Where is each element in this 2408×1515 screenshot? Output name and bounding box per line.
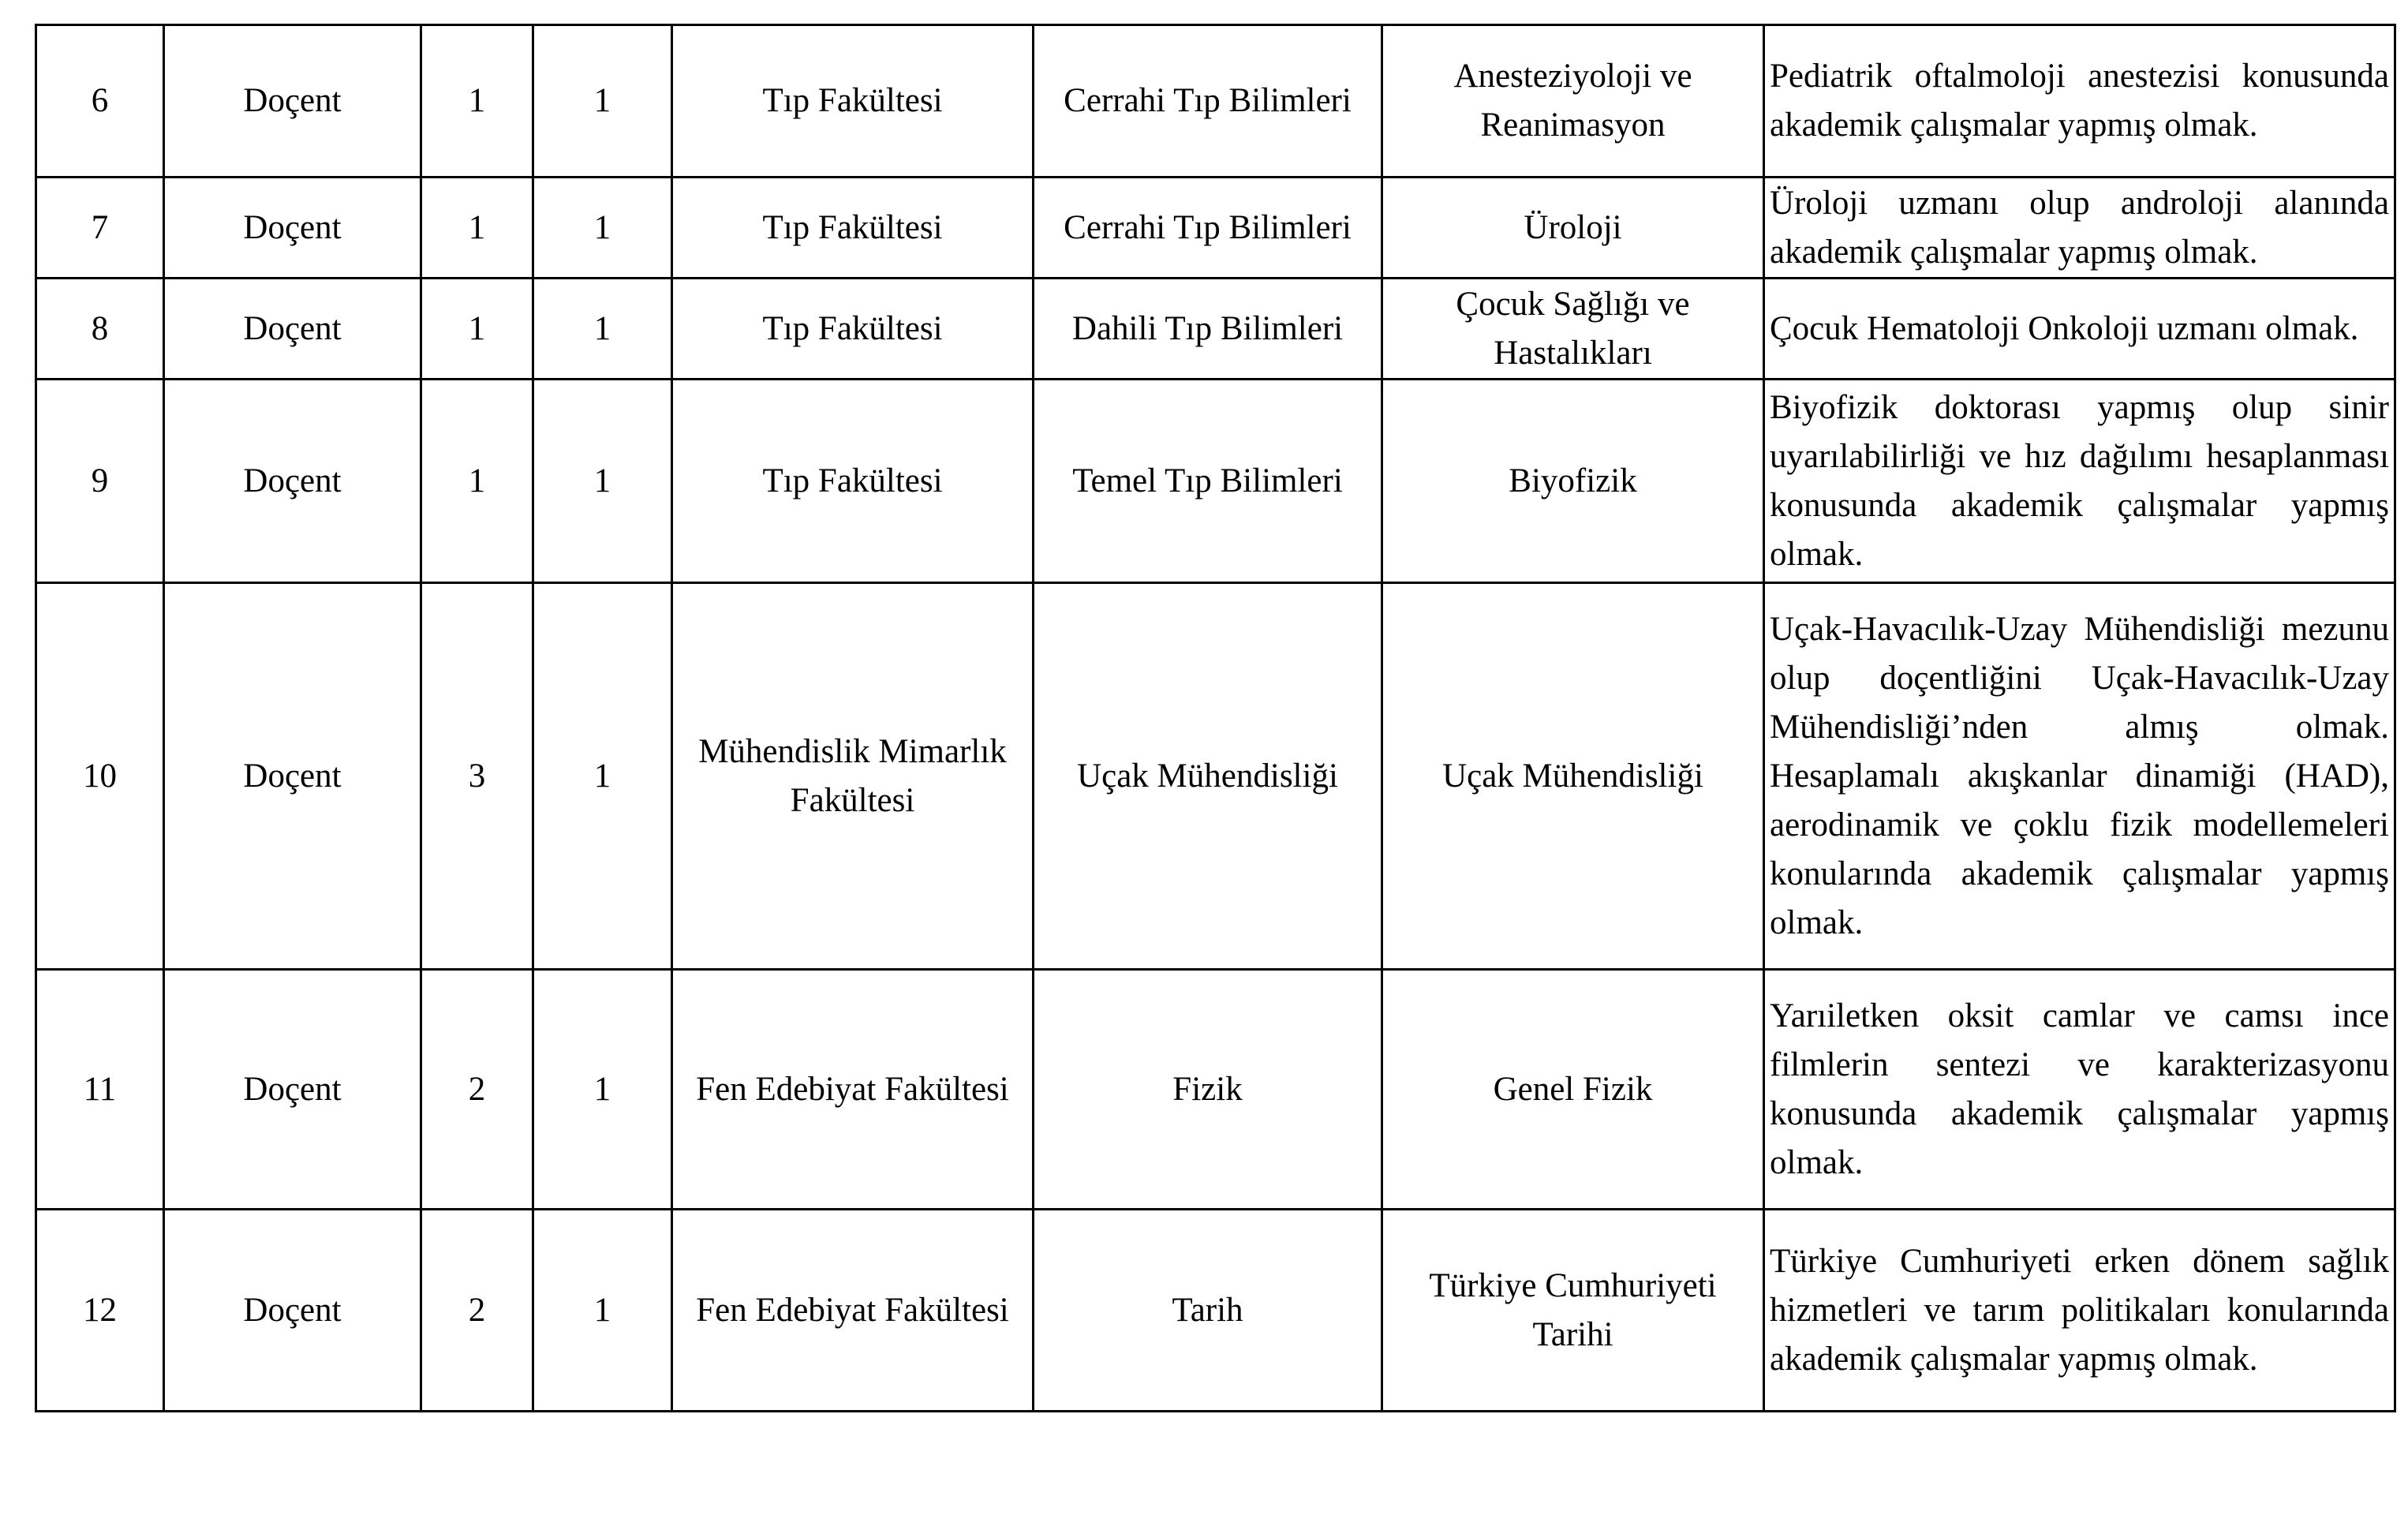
degree: 3 bbox=[421, 583, 533, 970]
table-row bbox=[36, 970, 2395, 1210]
position-count: 1 bbox=[533, 178, 672, 279]
position-count: 1 bbox=[533, 25, 672, 178]
specialty: Biyofizik bbox=[1382, 380, 1764, 583]
faculty: Tıp Fakültesi bbox=[672, 25, 1034, 178]
degree: 1 bbox=[421, 279, 533, 380]
department: Temel Tıp Bilimleri bbox=[1034, 380, 1382, 583]
degree: 2 bbox=[421, 1210, 533, 1412]
table-row bbox=[36, 178, 2395, 279]
row-number: 9 bbox=[36, 380, 164, 583]
specialty: Çocuk Sağlığı ve Hastalıkları bbox=[1382, 279, 1764, 380]
department: Uçak Mühendisliği bbox=[1034, 583, 1382, 970]
specialty: Uçak Mühendisliği bbox=[1382, 583, 1764, 970]
department: Fizik bbox=[1034, 970, 1382, 1210]
row-number: 12 bbox=[36, 1210, 164, 1412]
requirement: Biyofizik doktorası yapmış olup sinir uyarılabilirliği ve hız dağılımı hesaplanması konusunda akademik çalışmalar yapmış olmak. bbox=[1764, 380, 2395, 583]
academic-title: Doçent bbox=[164, 178, 421, 279]
faculty: Tıp Fakültesi bbox=[672, 380, 1034, 583]
table-row bbox=[36, 25, 2395, 178]
academic-title: Doçent bbox=[164, 25, 421, 178]
table-row bbox=[36, 583, 2395, 970]
requirement: Türkiye Cumhuriyeti erken dönem sağlık hizmetleri ve tarım politikaları konularında akademik çalışmalar yapmış olmak. bbox=[1764, 1210, 2395, 1412]
requirement: Çocuk Hematoloji Onkoloji uzmanı olmak. bbox=[1764, 279, 2395, 380]
specialty: Genel Fizik bbox=[1382, 970, 1764, 1210]
department: Tarih bbox=[1034, 1210, 1382, 1412]
faculty: Mühendislik Mimarlık Fakültesi bbox=[672, 583, 1034, 970]
faculty: Tıp Fakültesi bbox=[672, 279, 1034, 380]
specialty: Anesteziyoloji ve Reanimasyon bbox=[1382, 25, 1764, 178]
academic-title: Doçent bbox=[164, 583, 421, 970]
academic-title: Doçent bbox=[164, 279, 421, 380]
department: Cerrahi Tıp Bilimleri bbox=[1034, 178, 1382, 279]
table-row bbox=[36, 380, 2395, 583]
requirement: Pediatrik oftalmoloji anestezisi konusunda akademik çalışmalar yapmış olmak. bbox=[1764, 25, 2395, 178]
degree: 1 bbox=[421, 380, 533, 583]
position-count: 1 bbox=[533, 583, 672, 970]
requirement: Üroloji uzmanı olup androloji alanında akademik çalışmalar yapmış olmak. bbox=[1764, 178, 2395, 279]
table-row bbox=[36, 1210, 2395, 1412]
position-count: 1 bbox=[533, 1210, 672, 1412]
position-count: 1 bbox=[533, 279, 672, 380]
requirement: Yarıiletken oksit camlar ve camsı ince filmlerin sentezi ve karakterizasyonu konusunda akademik çalışmalar yapmış olmak. bbox=[1764, 970, 2395, 1210]
academic-title: Doçent bbox=[164, 380, 421, 583]
requirement: Uçak-Havacılık-Uzay Mühendisliği mezunu olup doçentliğini Uçak-Havacılık-Uzay Mühendisliği’nden almış olmak. Hesaplamalı akışkanlar dinamiği (HAD), aerodinamik ve çoklu fizik modellemeleri konularında akademik çalışmalar yapmış olmak. bbox=[1764, 583, 2395, 970]
degree: 1 bbox=[421, 25, 533, 178]
department: Dahili Tıp Bilimleri bbox=[1034, 279, 1382, 380]
faculty: Fen Edebiyat Fakültesi bbox=[672, 1210, 1034, 1412]
specialty: Türkiye Cumhuriyeti Tarihi bbox=[1382, 1210, 1764, 1412]
row-number: 10 bbox=[36, 583, 164, 970]
academic-title: Doçent bbox=[164, 1210, 421, 1412]
degree: 2 bbox=[421, 970, 533, 1210]
row-number: 8 bbox=[36, 279, 164, 380]
table-row bbox=[36, 279, 2395, 380]
position-count: 1 bbox=[533, 380, 672, 583]
specialty: Üroloji bbox=[1382, 178, 1764, 279]
row-number: 11 bbox=[36, 970, 164, 1210]
position-count: 1 bbox=[533, 970, 672, 1210]
row-number: 6 bbox=[36, 25, 164, 178]
department: Cerrahi Tıp Bilimleri bbox=[1034, 25, 1382, 178]
faculty: Fen Edebiyat Fakültesi bbox=[672, 970, 1034, 1210]
academic-staff-table bbox=[35, 24, 2396, 1412]
row-number: 7 bbox=[36, 178, 164, 279]
academic-title: Doçent bbox=[164, 970, 421, 1210]
degree: 1 bbox=[421, 178, 533, 279]
faculty: Tıp Fakültesi bbox=[672, 178, 1034, 279]
